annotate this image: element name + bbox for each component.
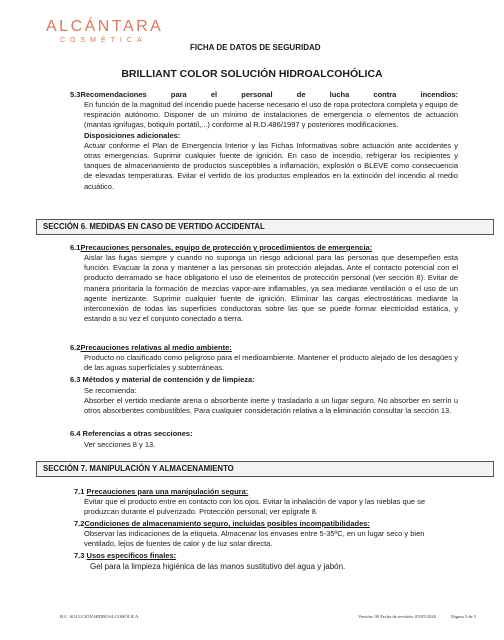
section-heading: Precauciones para una manipulación segura: bbox=[86, 487, 249, 496]
section-6-2 bbox=[70, 343, 470, 353]
section-number: 7.2 bbox=[74, 519, 85, 528]
section-heading: Condiciones de almacenamiento seguro, incluidas posibles incompatibilidades: bbox=[84, 519, 370, 528]
product-title: BRILLIANT COLOR SOLUCIÓN HIDROALCOHÓLICA bbox=[121, 68, 383, 80]
section-heading: Métodos y material de contención y de limpieza: bbox=[82, 375, 255, 384]
section-6-1 bbox=[70, 243, 470, 253]
section-heading: Referencias a otras secciones: bbox=[82, 429, 193, 438]
section-7-1 bbox=[74, 487, 474, 497]
section-6-3 bbox=[70, 375, 470, 385]
paragraph: Gel para la limpieza higiénica de las manos sustitutivo del agua y jabón. bbox=[90, 562, 346, 571]
section-7-3 bbox=[74, 551, 474, 561]
paragraph: Ver secciones 8 y 13. bbox=[84, 440, 156, 449]
section-6-header bbox=[36, 219, 494, 235]
section-7-3-body bbox=[90, 562, 464, 572]
section-number: 6.4 bbox=[70, 429, 81, 438]
section-7-header bbox=[36, 461, 494, 477]
section-number: 7.1 bbox=[74, 487, 85, 496]
section-number: 6.2 bbox=[70, 343, 81, 352]
section-5-3 bbox=[70, 90, 458, 100]
paragraph: Evitar que el producto entre en contacto con los ojos. Evitar la inhalación de vapor y las nieblas que se produzcan durante el pulverizado. Protección personal; ver epígrafe 8. bbox=[84, 497, 426, 517]
section-heading: Usos específicos finales: bbox=[86, 551, 177, 560]
section-title: SECCIÓN 7. MANIPULACIÓN Y ALMACENAMIENTO bbox=[43, 464, 234, 473]
sheet-title: FICHA DE DATOS DE SEGURIDAD bbox=[190, 43, 321, 52]
section-6-4 bbox=[70, 429, 470, 439]
section-7-2-body bbox=[84, 529, 458, 549]
company-logo bbox=[46, 18, 176, 45]
paragraph: Absorber el vertido mediante arena o absorbente inerte y trasladarlo a un lugar seguro. No absorber en serrín u otros absorbentes combustibles. Para cualquier consideración relativa a la eliminación consultar la sección 13. bbox=[84, 396, 458, 416]
section-number: 7.3 bbox=[74, 551, 85, 560]
paragraph: En función de la magnitud del incendio puede hacerse necesario el uso de ropa protectora completa y equipo de respiración autónomo. Disponer de un mínimo de instalaciones de emergencia o elementos de actuación (mantas ignífugas, botiquín portátil,...) conforme al R.D.486/1997 y posteriores modificaciones. bbox=[84, 100, 459, 130]
paragraph: Observar las indicaciones de la etiqueta. Almacenar los envases entre 5-35ºC, en un lugar seco y bien ventilado, lejos de fuentes de calor y de luz solar directa. bbox=[84, 529, 425, 549]
paragraph: Actuar conforme el Plan de Emergencia Interior y las Fichas Informativas sobre actuación ante accidentes y otras emergencias. Suprimir cualquier fuente de ignición. En caso de incendio, refrigerar los recipientes y tanques de almacenamiento de productos susceptibles a inflamación, explosión o BLEVE como consecuencia de elevadas temperaturas. Evitar el vertido de los productos empleados en la extinción del incendio al medio acuático. bbox=[84, 140, 458, 191]
section-6-3-body bbox=[84, 386, 458, 417]
section-title: SECCIÓN 6. MEDIDAS EN CASO DE VERTIDO ACCIDENTAL bbox=[43, 222, 265, 231]
logo-sub-text: COSMÉTICA bbox=[60, 37, 147, 44]
paragraph: Producto no clasificado como peligroso para el medioambiente. Mantener el producto alejado de los desagües y de las aguas superficiales y subterráneas. bbox=[84, 353, 458, 373]
logo-main-text: ALCÁNTARA bbox=[46, 18, 164, 35]
footer-page-number: Página 5 de 5 bbox=[451, 614, 476, 619]
footer-product: B.C. SOLUCIÓN HIDROALCOHÓLICA bbox=[60, 614, 139, 619]
footer-version: Versión: 00 Fecha de revisión: 05/05/2020 bbox=[358, 614, 436, 619]
section-number: 6.3 bbox=[70, 375, 81, 384]
sub-heading: Disposiciones adicionales: bbox=[84, 130, 181, 140]
paragraph: Aislar las fugas siempre y cuando no suponga un riesgo adicional para las personas que desempeñen esta función. Evacuar la zona y mantener a las personas sin protección alejadas. Ante el contacto potencial con el producto derramado se hace obligatorio el uso de elementos de protección personal (ver sección 8). Evitar de manera prioritaria la formación de mezclas vapor-aire inflamables, ya sea mediante ventilación o el uso de un agente inertizante. Suprimir cualquier fuente de ignición. Eliminar las cargas electrostáticas mediante la interconexión de todas las superficies conductoras sobre las que se puede formar electricidad estática, y estando a su vez el conjunto conectado a tierra. bbox=[84, 253, 458, 324]
section-number: 6.1 bbox=[70, 243, 81, 252]
section-heading: Recomendaciones para el personal de lucha contra incendios: bbox=[80, 90, 458, 99]
section-5-3-body bbox=[84, 100, 458, 192]
section-number: 5.3 bbox=[70, 90, 81, 99]
section-6-1-body bbox=[84, 253, 458, 324]
section-7-1-body bbox=[84, 497, 458, 517]
section-heading: Precauciones personales, equipo de protección y procedimientos de emergencia: bbox=[80, 243, 373, 252]
sub-heading: Se recomienda: bbox=[84, 386, 137, 395]
section-6-2-body bbox=[84, 353, 458, 373]
section-heading: Precauciones relativas al medio ambiente: bbox=[80, 343, 232, 352]
section-6-4-body bbox=[84, 440, 458, 450]
section-7-2 bbox=[74, 519, 474, 529]
